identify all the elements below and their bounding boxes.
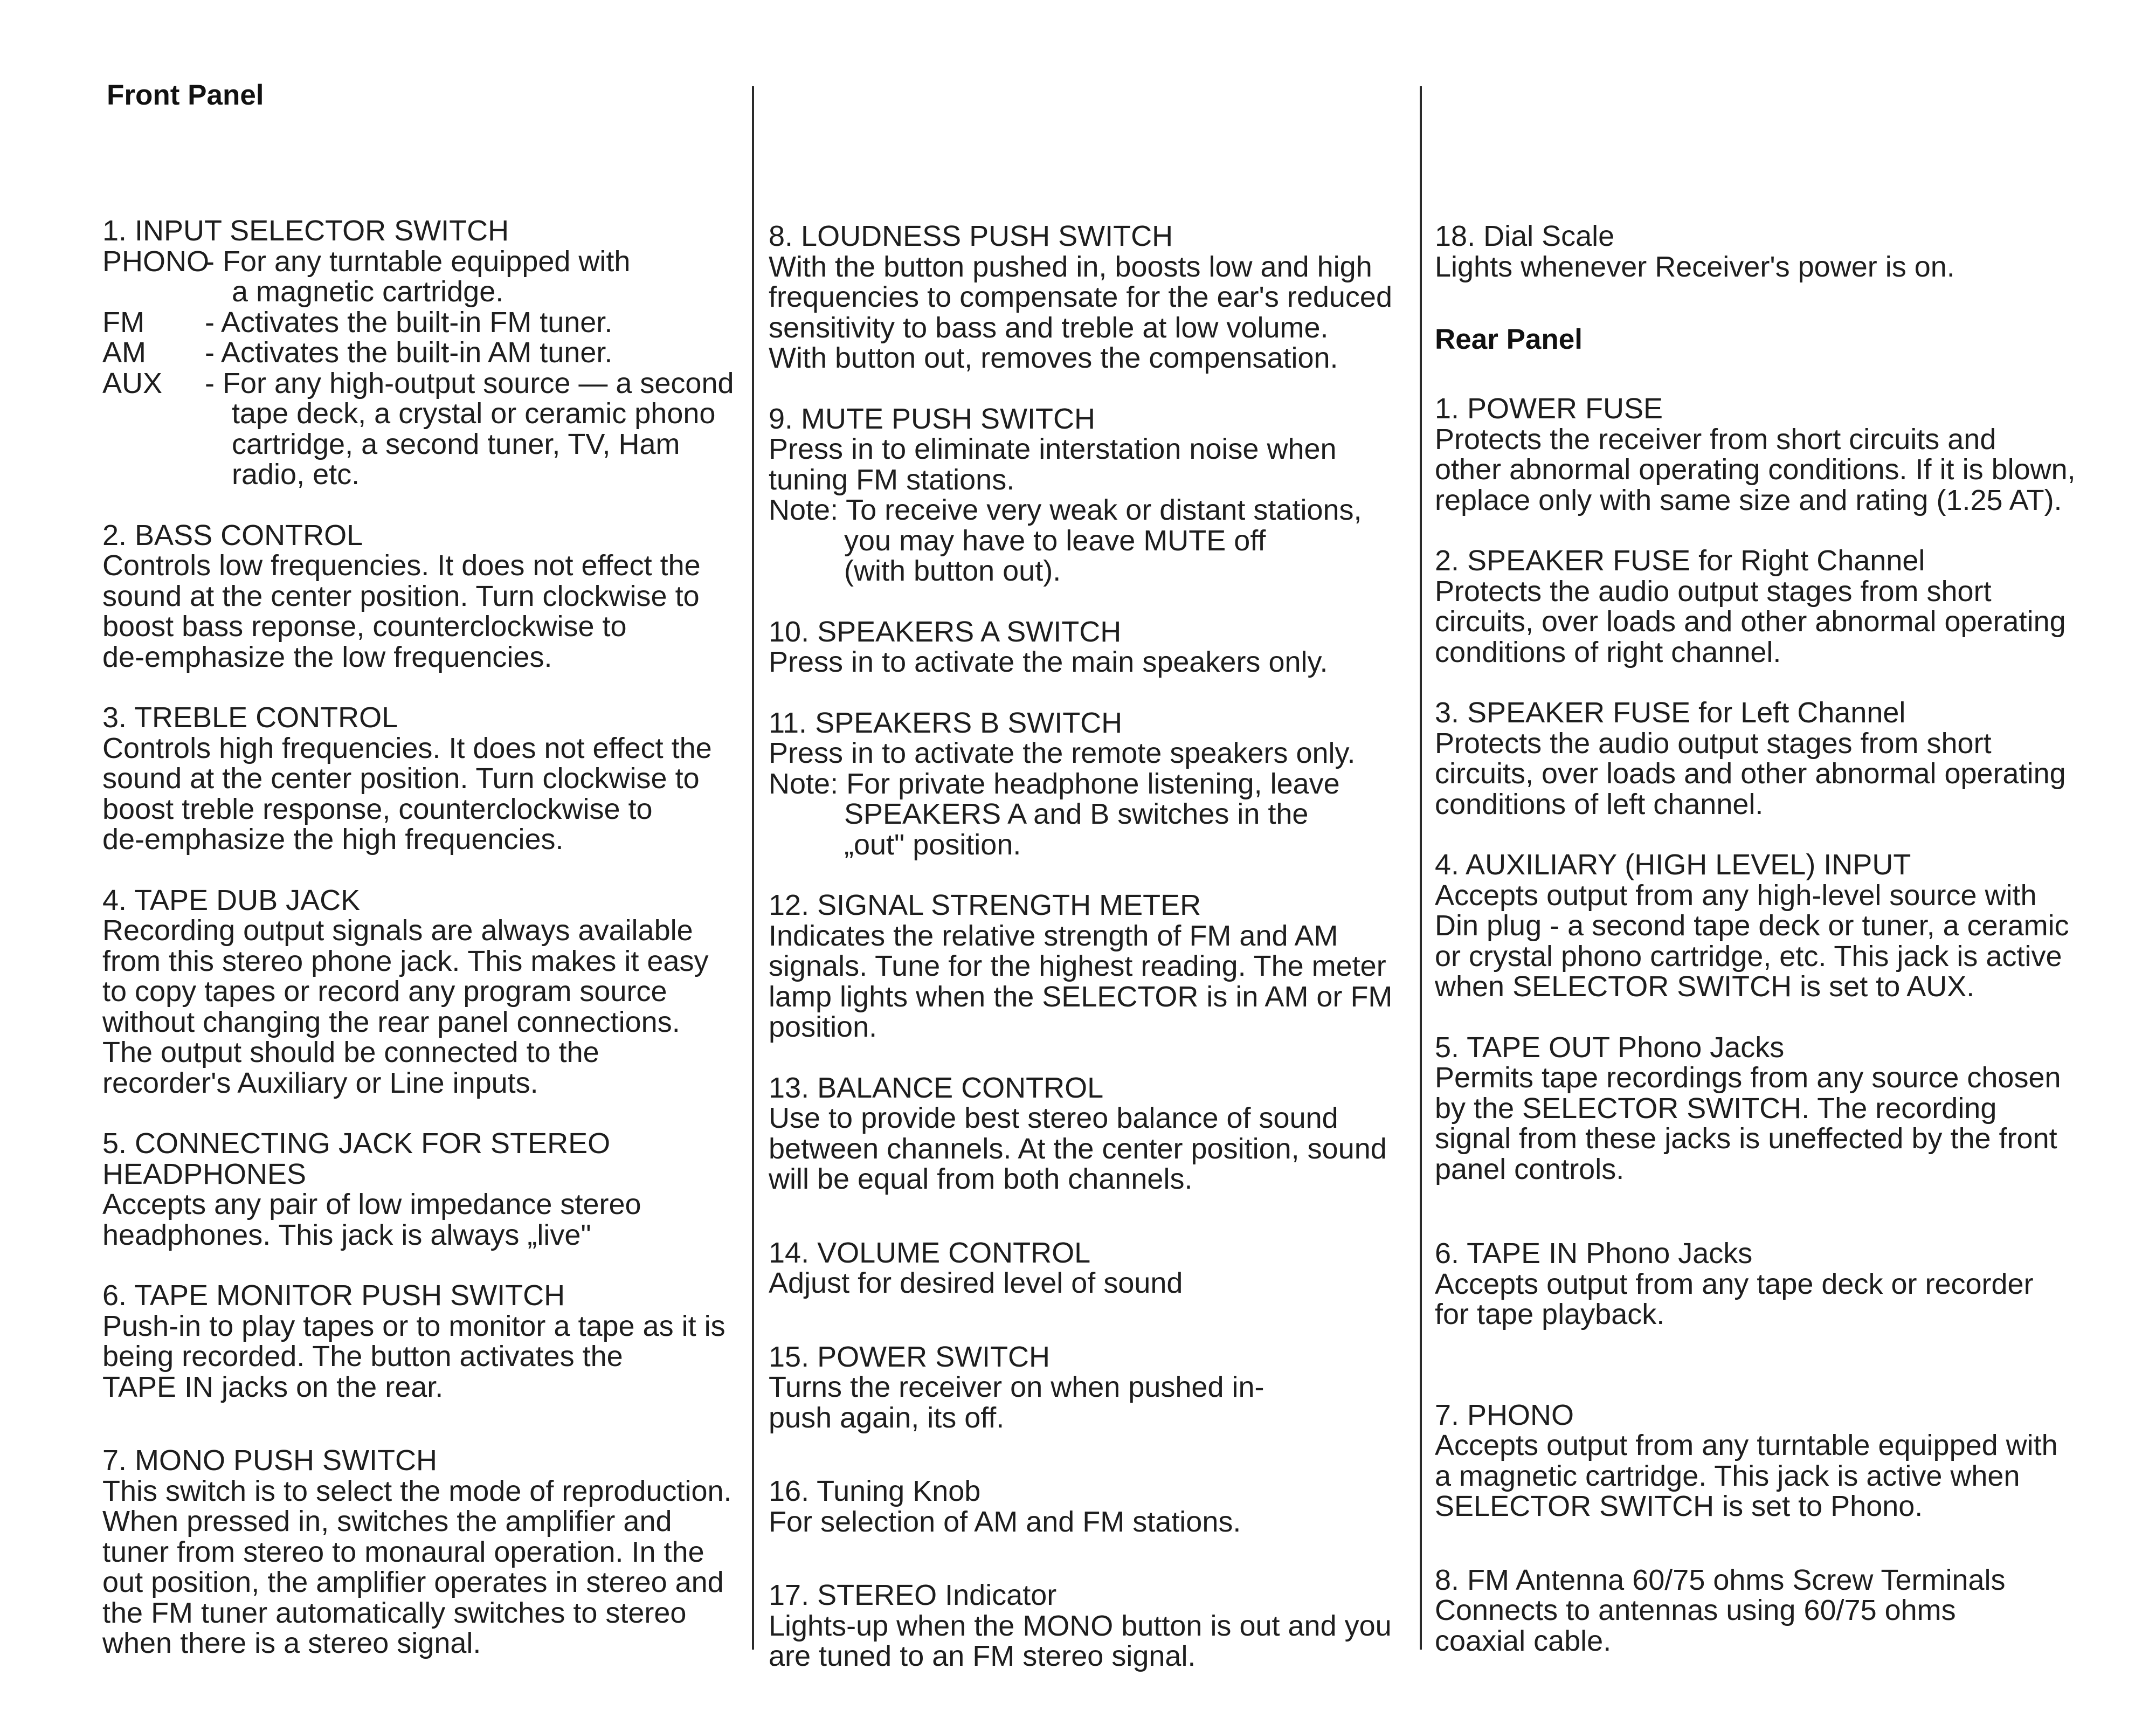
section-title: 7. MONO PUSH SWITCH bbox=[102, 1444, 438, 1477]
note-line: „out" position. bbox=[844, 828, 1021, 861]
section-tape-out bbox=[1435, 1032, 2082, 1185]
section-title: 14. VOLUME CONTROL bbox=[769, 1236, 1091, 1269]
section-text-line: to copy tapes or record any program source bbox=[102, 975, 667, 1008]
section-text-line: Accepts output from any tape deck or recorder bbox=[1435, 1267, 2034, 1300]
section-text-line: tuning FM stations. bbox=[769, 463, 1015, 496]
section-text-line: Accepts any pair of low impedance stereo bbox=[102, 1188, 641, 1220]
note-line: SPEAKERS A and B switches in the bbox=[844, 798, 1309, 830]
section-title: 4. TAPE DUB JACK bbox=[102, 884, 361, 916]
section-title: 6. TAPE IN Phono Jacks bbox=[1435, 1237, 1753, 1270]
section-title: 13. BALANCE CONTROL bbox=[769, 1071, 1104, 1104]
section-text-line: Turns the receiver on when pushed in- bbox=[769, 1371, 1264, 1403]
column-front-panel-2 bbox=[769, 221, 1399, 1672]
section-text-line: Controls low frequencies. It does not effect the bbox=[102, 549, 701, 582]
section-text-line: conditions of right channel. bbox=[1435, 636, 1781, 668]
section-text-line: being recorded. The button activates the bbox=[102, 1340, 623, 1373]
section-text-line: recorder's Auxiliary or Line inputs. bbox=[102, 1066, 538, 1099]
section-text-line: Lights whenever Receiver's power is on. bbox=[1435, 250, 1955, 283]
section-text-line: circuits, over loads and other abnormal operating bbox=[1435, 757, 2066, 790]
selector-desc-cont: radio, etc. bbox=[232, 458, 360, 491]
section-text-line: frequencies to compensate for the ear's reduced bbox=[769, 281, 1392, 313]
section-text-line: Protects the receiver from short circuits and bbox=[1435, 423, 1996, 456]
section-text-line: Lights-up when the MONO button is out and you bbox=[769, 1609, 1392, 1642]
section-speaker-fuse-right bbox=[1435, 546, 2082, 667]
section-speakers-b bbox=[769, 708, 1399, 860]
section-text-line: Controls high frequencies. It does not effect the bbox=[102, 732, 712, 764]
section-phono bbox=[1435, 1400, 2082, 1522]
section-text-line: circuits, over loads and other abnormal operating bbox=[1435, 605, 2066, 638]
section-tuning-knob bbox=[769, 1476, 1399, 1537]
section-text-line: position. bbox=[769, 1011, 877, 1043]
section-title: 5. TAPE OUT Phono Jacks bbox=[1435, 1031, 1785, 1064]
section-title: 2. BASS CONTROL bbox=[102, 519, 363, 551]
section-text-line: Protects the audio output stages from short bbox=[1435, 727, 1992, 760]
selector-row-phono bbox=[102, 246, 722, 277]
section-title: 12. SIGNAL STRENGTH METER bbox=[769, 889, 1201, 921]
section-balance-control bbox=[769, 1073, 1399, 1195]
section-text-line: Connects to antennas using 60/75 ohms bbox=[1435, 1594, 1956, 1626]
selector-desc: - For any turntable equipped with bbox=[205, 245, 631, 278]
selector-label: PHONO bbox=[102, 245, 210, 278]
section-title: 9. MUTE PUSH SWITCH bbox=[769, 402, 1096, 435]
section-text-line: de-emphasize the low frequencies. bbox=[102, 640, 552, 673]
section-text-line: when there is a stereo signal. bbox=[102, 1627, 481, 1659]
section-title: 8. LOUDNESS PUSH SWITCH bbox=[769, 220, 1173, 252]
section-text-line: between channels. At the center position, sound bbox=[769, 1132, 1387, 1165]
section-title: 15. POWER SWITCH bbox=[769, 1340, 1051, 1373]
section-text-line: Recording output signals are always available bbox=[102, 914, 693, 947]
section-text-line: coaxial cable. bbox=[1435, 1624, 1612, 1657]
section-title: 1. POWER FUSE bbox=[1435, 392, 1663, 425]
section-loudness-switch bbox=[769, 221, 1399, 374]
section-title: 3. SPEAKER FUSE for Left Channel bbox=[1435, 697, 1906, 729]
section-title: 10. SPEAKERS A SWITCH bbox=[769, 615, 1122, 648]
section-tape-in bbox=[1435, 1238, 2082, 1330]
section-text-line: With the button pushed in, boosts low and high bbox=[769, 250, 1372, 283]
section-text-line: For selection of AM and FM stations. bbox=[769, 1505, 1241, 1538]
column-front-panel-1 bbox=[102, 215, 734, 1659]
section-text-line: de-emphasize the high frequencies. bbox=[102, 823, 564, 856]
section-title: 7. PHONO bbox=[1435, 1398, 1574, 1431]
section-text-line: When pressed in, switches the amplifier and bbox=[102, 1505, 672, 1537]
section-text-line: SELECTOR SWITCH is set to Phono. bbox=[1435, 1490, 1923, 1522]
section-text-line: or crystal phono cartridge, etc. This jack is active bbox=[1435, 940, 2062, 973]
section-volume-control bbox=[769, 1238, 1399, 1299]
section-text-line: Press in to activate the remote speakers only. bbox=[769, 737, 1356, 769]
section-text-line: panel controls. bbox=[1435, 1153, 1625, 1185]
section-text-line: when SELECTOR SWITCH is set to AUX. bbox=[1435, 970, 1975, 1003]
selector-label: FM bbox=[102, 306, 144, 339]
selector-desc-cont: tape deck, a crystal or ceramic phono bbox=[232, 397, 716, 430]
section-text-line: by the SELECTOR SWITCH. The recording bbox=[1435, 1092, 1997, 1125]
section-text-line: replace only with same size and rating (1.25 AT). bbox=[1435, 484, 2062, 516]
section-title: 3. TREBLE CONTROL bbox=[102, 701, 398, 734]
selector-desc: - Activates the built-in FM tuner. bbox=[205, 306, 613, 339]
section-text-line: Press in to eliminate interstation noise when bbox=[769, 433, 1337, 465]
section-text-line: Protects the audio output stages from short bbox=[1435, 575, 1992, 608]
section-title: 6. TAPE MONITOR PUSH SWITCH bbox=[102, 1279, 565, 1312]
section-text-line: HEADPHONES bbox=[102, 1157, 307, 1190]
section-text-line: the FM tuner automatically switches to stereo bbox=[102, 1596, 687, 1629]
selector-row-aux bbox=[102, 367, 734, 399]
section-text-line: push again, its off. bbox=[769, 1401, 1005, 1434]
section-text-line: With button out, removes the compensation. bbox=[769, 342, 1338, 374]
section-text-line: sensitivity to bass and treble at low volume. bbox=[769, 311, 1329, 344]
section-mute-switch bbox=[769, 404, 1399, 587]
section-text-line: from this stereo phone jack. This makes it easy bbox=[102, 944, 709, 977]
section-text-line: sound at the center position. Turn clockwise to bbox=[102, 762, 700, 795]
section-mono-switch bbox=[102, 1444, 732, 1659]
section-text-line: boost treble response, counterclockwise to bbox=[102, 792, 653, 825]
section-text-line: The output should be connected to the bbox=[102, 1036, 599, 1068]
section-title: 4. AUXILIARY (HIGH LEVEL) INPUT bbox=[1435, 849, 1911, 881]
section-power-switch bbox=[769, 1342, 1399, 1433]
section-text-line: boost bass reponse, counterclockwise to bbox=[102, 610, 627, 643]
section-text-line: without changing the rear panel connections. bbox=[102, 1005, 680, 1038]
rear-panel-heading: Rear Panel bbox=[1435, 323, 1583, 355]
section-title: 1. INPUT SELECTOR SWITCH bbox=[102, 215, 509, 247]
section-bass-control bbox=[102, 520, 722, 673]
section-text-line: This switch is to select the mode of reproduction. bbox=[102, 1474, 732, 1507]
section-title: 17. STEREO Indicator bbox=[769, 1579, 1057, 1611]
section-text-line: for tape playback. bbox=[1435, 1298, 1665, 1330]
section-title: 16. Tuning Knob bbox=[769, 1475, 981, 1507]
section-tape-dub-jack bbox=[102, 885, 722, 1099]
section-input-selector bbox=[102, 215, 734, 491]
section-text-line: TAPE IN jacks on the rear. bbox=[102, 1370, 444, 1403]
section-text-line: Permits tape recordings from any source chosen bbox=[1435, 1061, 2061, 1094]
section-text-line: are tuned to an FM stereo signal. bbox=[769, 1640, 1196, 1672]
section-title: 18. Dial Scale bbox=[1435, 220, 1615, 252]
section-text-line: out position, the amplifier operates in stereo and bbox=[102, 1566, 724, 1598]
section-speakers-a bbox=[769, 617, 1399, 678]
selector-row-fm bbox=[102, 307, 722, 338]
section-auxiliary-input bbox=[1435, 850, 2082, 1002]
section-fm-antenna bbox=[1435, 1565, 2082, 1657]
section-text-line: Press in to activate the main speakers only. bbox=[769, 646, 1328, 678]
section-text-line: other abnormal operating conditions. If it is blown, bbox=[1435, 453, 2076, 486]
note-line: (with button out). bbox=[844, 555, 1061, 587]
section-text-line: will be equal from both channels. bbox=[769, 1163, 1193, 1195]
section-text-line: Push-in to play tapes or to monitor a tape as it is bbox=[102, 1309, 725, 1342]
section-text-line: sound at the center position. Turn clockwise to bbox=[102, 580, 700, 612]
section-title: 5. CONNECTING JACK FOR STEREO bbox=[102, 1127, 611, 1160]
section-text-line: Indicates the relative strength of FM and AM bbox=[769, 919, 1338, 952]
column-divider-left bbox=[752, 86, 754, 1650]
section-text-line: a magnetic cartridge. This jack is active when bbox=[1435, 1459, 2020, 1492]
selector-desc-cont: a magnetic cartridge. bbox=[232, 275, 504, 308]
note-line: Note: To receive very weak or distant stations, bbox=[769, 494, 1362, 526]
section-text-line: Adjust for desired level of sound bbox=[769, 1267, 1183, 1299]
section-dial-scale bbox=[1435, 221, 2082, 282]
section-text-line: Accepts output from any turntable equipped with bbox=[1435, 1429, 2058, 1461]
front-panel-heading: Front Panel bbox=[107, 79, 264, 111]
section-text-line: conditions of left channel. bbox=[1435, 788, 1764, 820]
section-text-line: tuner from stereo to monaural operation. In the bbox=[102, 1535, 704, 1568]
section-speaker-fuse-left bbox=[1435, 698, 2082, 819]
section-headphone-jack bbox=[102, 1128, 722, 1250]
section-title: 8. FM Antenna 60/75 ohms Screw Terminals bbox=[1435, 1563, 2006, 1596]
section-text-line: lamp lights when the SELECTOR is in AM or FM bbox=[769, 980, 1393, 1013]
column-divider-right bbox=[1420, 86, 1422, 1650]
section-text-line: Accepts output from any high-level source with bbox=[1435, 879, 2037, 912]
section-title: 11. SPEAKERS B SWITCH bbox=[769, 706, 1123, 739]
section-treble-control bbox=[102, 702, 722, 855]
selector-label: AUX bbox=[102, 367, 163, 399]
section-tape-monitor bbox=[102, 1279, 725, 1403]
section-title: 2. SPEAKER FUSE for Right Channel bbox=[1435, 544, 1925, 577]
selector-row-am bbox=[102, 337, 722, 368]
selector-label: AM bbox=[102, 336, 146, 369]
section-signal-meter bbox=[769, 890, 1399, 1043]
section-stereo-indicator bbox=[769, 1580, 1399, 1672]
note-line: Note: For private headphone listening, leave bbox=[769, 767, 1340, 800]
section-text-line: signals. Tune for the highest reading. The meter bbox=[769, 950, 1386, 982]
selector-desc-cont: cartridge, a second tuner, TV, Ham bbox=[232, 427, 680, 460]
section-power-fuse bbox=[1435, 394, 2082, 515]
section-text-line: Use to provide best stereo balance of sound bbox=[769, 1102, 1338, 1134]
section-text-line: headphones. This jack is always „live" bbox=[102, 1218, 591, 1251]
selector-desc: - Activates the built-in AM tuner. bbox=[205, 336, 613, 369]
section-text-line: signal from these jacks is uneffected by the front bbox=[1435, 1122, 2057, 1155]
column-rear-panel bbox=[1435, 221, 2082, 1656]
section-text-line: Din plug - a second tape deck or tuner, a ceramic bbox=[1435, 909, 2069, 942]
selector-desc: - For any high-output source — a second bbox=[205, 367, 734, 399]
note-line: you may have to leave MUTE off bbox=[844, 524, 1266, 557]
